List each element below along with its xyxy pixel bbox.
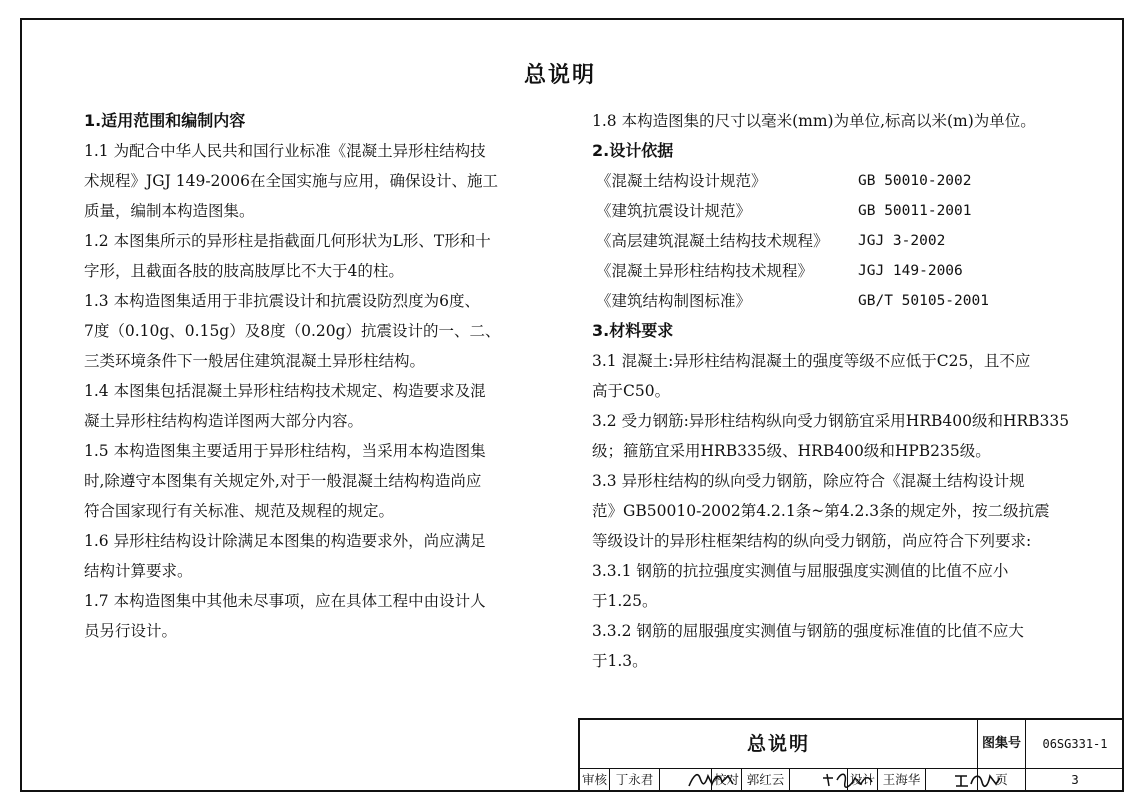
left-line: 员另行设计。 bbox=[84, 622, 178, 640]
right-bottom-section bbox=[592, 316, 1077, 676]
reviewer-signature-cell bbox=[660, 768, 712, 792]
right-column bbox=[592, 106, 1077, 676]
page-label: 页 bbox=[978, 768, 1026, 792]
left-line: 1.5 本构造图集主要适用于异形柱结构，当采用本构造图集 bbox=[84, 442, 486, 460]
standard-item bbox=[592, 166, 1077, 196]
title-block bbox=[578, 718, 1124, 792]
title-block-title: 总说明 bbox=[580, 720, 978, 768]
right-bottom-heading: 3.材料要求 bbox=[592, 321, 674, 340]
left-line: 1.6 异形柱结构设计除满足本图集的构造要求外，尚应满足 bbox=[84, 532, 486, 550]
standards-list bbox=[592, 166, 1077, 316]
left-line: 7度（0.10g、0.15g）及8度（0.20g）抗震设计的一、二、 bbox=[84, 322, 501, 340]
right-bottom-line: 高于C50。 bbox=[592, 382, 671, 400]
title-block-row-top bbox=[580, 720, 1124, 769]
right-bottom-line: 3.2 受力钢筋:异形柱结构纵向受力钢筋宜采用HRB400级和HRB335 bbox=[592, 412, 1070, 430]
right-bottom-line: 等级设计的异形柱框架结构的纵向受力钢筋，尚应符合下列要求: bbox=[592, 532, 1032, 550]
standard-item bbox=[592, 226, 1077, 256]
designer-signature-cell bbox=[926, 768, 978, 792]
checker-signature-cell bbox=[790, 768, 848, 792]
reviewer-name: 丁永君 bbox=[610, 768, 660, 792]
left-line: 1.1 为配合中华人民共和国行业标准《混凝土异形柱结构技 bbox=[84, 142, 486, 160]
page-number: 3 bbox=[1071, 772, 1079, 787]
left-line: 1.7 本构造图集中其他未尽事项，应在具体工程中由设计人 bbox=[84, 592, 486, 610]
standard-code: GB/T 50105-2001 bbox=[858, 293, 989, 309]
right-bottom-line: 3.3.2 钢筋的屈服强度实测值与钢筋的强度标准值的比值不应大 bbox=[592, 622, 1024, 640]
atlas-number-value: 06SG331-1 bbox=[1042, 737, 1108, 751]
left-line: 术规程》JGJ 149-2006在全国实施与应用，确保设计、施工 bbox=[84, 172, 499, 190]
left-column bbox=[84, 106, 534, 646]
left-line: 1.2 本图集所示的异形柱是指截面几何形状为L形、T形和十 bbox=[84, 232, 491, 250]
standard-item bbox=[592, 286, 1077, 316]
standard-item bbox=[592, 196, 1077, 226]
left-line: 时,除遵守本图集有关规定外,对于一般混凝土结构构造尚应 bbox=[84, 472, 482, 490]
right-bottom-line: 3.1 混凝土:异形柱结构混凝土的强度等级不应低于C25，且不应 bbox=[592, 352, 1031, 370]
checker-name: 郭红云 bbox=[742, 768, 790, 792]
standard-code: JGJ 3-2002 bbox=[858, 233, 946, 249]
left-heading: 1.适用范围和编制内容 bbox=[84, 111, 246, 130]
review-label: 审核 bbox=[580, 768, 610, 792]
standard-title: 《混凝土异形柱结构技术规程》 bbox=[596, 262, 814, 280]
standard-code: GB 50011-2001 bbox=[858, 203, 972, 219]
left-line: 三类环境条件下一般居住建筑混凝土异形柱结构。 bbox=[84, 352, 426, 370]
standard-title: 《建筑抗震设计规范》 bbox=[596, 202, 752, 220]
left-line: 1.4 本图集包括混凝土异形柱结构技术规定、构造要求及混 bbox=[84, 382, 486, 400]
right-bottom-line: 于1.25。 bbox=[592, 592, 658, 610]
left-line: 质量，编制本构造图集。 bbox=[84, 202, 255, 220]
standard-title: 《高层建筑混凝土结构技术规程》 bbox=[596, 232, 829, 250]
right-bottom-line: 3.3.1 钢筋的抗拉强度实测值与屈服强度实测值的比值不应小 bbox=[592, 562, 1009, 580]
page-title: 总说明 bbox=[523, 63, 596, 88]
standard-code: JGJ 149-2006 bbox=[858, 263, 963, 279]
atlas-number-label: 图集号 bbox=[978, 720, 1026, 768]
right-bottom-line: 3.3 异形柱结构的纵向受力钢筋，除应符合《混凝土结构设计规 bbox=[592, 472, 1025, 490]
left-line: 1.3 本构造图集适用于非抗震设计和抗震设防烈度为6度、 bbox=[84, 292, 480, 310]
right-top-line: 1.8 本构造图集的尺寸以毫米(mm)为单位,标高以米(m)为单位。 bbox=[592, 112, 1036, 130]
left-line: 符合国家现行有关标准、规范及规程的规定。 bbox=[84, 502, 395, 520]
standard-title: 《建筑结构制图标准》 bbox=[596, 292, 752, 310]
check-label: 校对 bbox=[712, 768, 742, 792]
right-bottom-line: 范》GB50010-2002第4.2.1条~第4.2.3条的规定外，按二级抗震 bbox=[592, 502, 1050, 520]
title-block-row-bottom bbox=[580, 768, 1124, 792]
right-bottom-line: 级；箍筋宜采用HRB335级、HRB400级和HPB235级。 bbox=[592, 442, 991, 460]
designer-name: 王海华 bbox=[878, 768, 926, 792]
standard-code: GB 50010-2002 bbox=[858, 173, 972, 189]
left-line: 凝土异形柱结构构造详图两大部分内容。 bbox=[84, 412, 364, 430]
standard-item bbox=[592, 256, 1077, 286]
left-line: 字形，且截面各肢的肢高肢厚比不大于4的柱。 bbox=[84, 262, 404, 280]
design-label: 设计 bbox=[848, 768, 878, 792]
right-bottom-line: 于1.3。 bbox=[592, 652, 648, 670]
right-top-section bbox=[592, 106, 1077, 166]
standard-title: 《混凝土结构设计规范》 bbox=[596, 172, 767, 190]
right-top-heading: 2.设计依据 bbox=[592, 141, 674, 160]
left-line: 结构计算要求。 bbox=[84, 562, 193, 580]
